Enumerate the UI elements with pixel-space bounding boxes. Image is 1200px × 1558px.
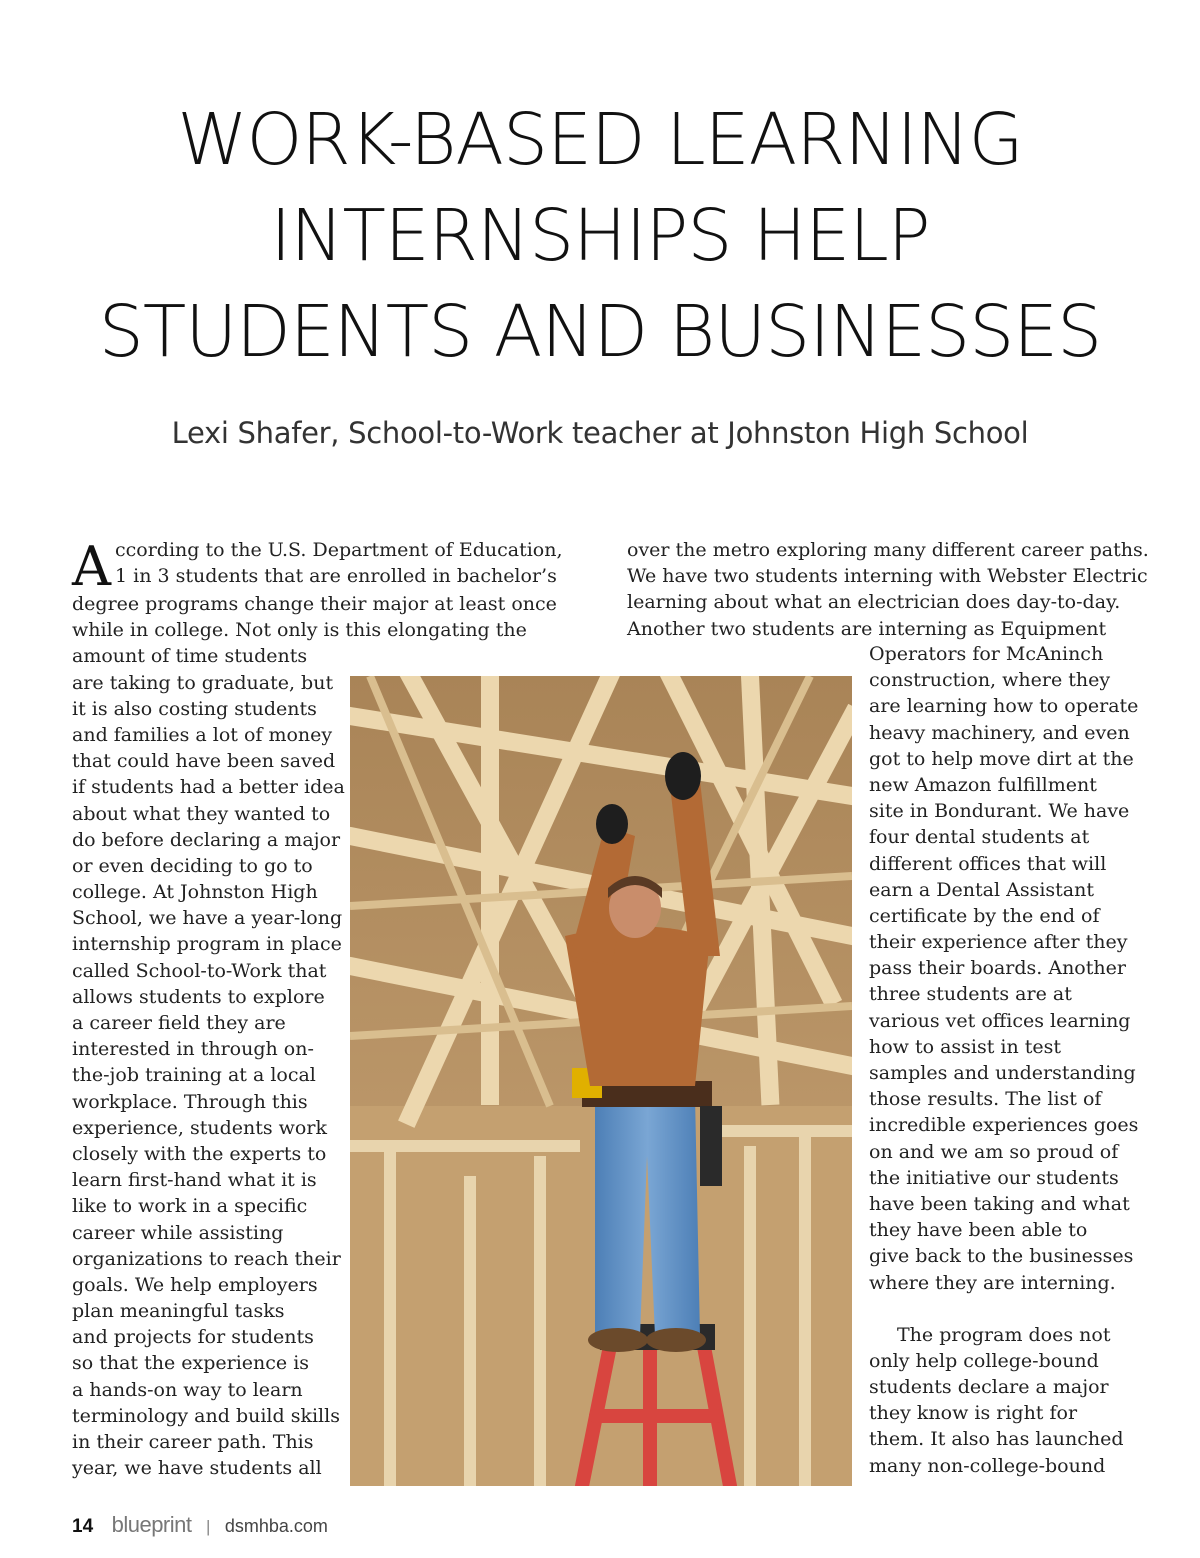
text-line: year, we have students all: [72, 1457, 322, 1480]
text-line: those results. The list of: [869, 1088, 1102, 1111]
text-line: construction, where they: [869, 669, 1111, 692]
text-line: that could have been saved: [72, 750, 336, 773]
title-line: STUDENTS AND BUSINESSES: [98, 290, 1102, 373]
text-line: Another two students are interning as Equipment: [627, 617, 1107, 640]
title-line: INTERNSHIPS HELP: [270, 194, 930, 277]
construction-photo: [350, 676, 852, 1486]
text-line: many non-college-bound: [869, 1454, 1106, 1477]
text-line: college. At Johnston High: [72, 881, 318, 904]
text-line: only help college-bound: [869, 1349, 1099, 1372]
text-line: a hands-on way to learn: [72, 1378, 303, 1401]
text-line: workplace. Through this: [72, 1090, 308, 1113]
text-line: organizations to reach their: [72, 1247, 341, 1270]
text-line: career while assisting: [72, 1221, 284, 1244]
title-line: WORK-BASED LEARNING: [177, 98, 1023, 181]
text-line: pass their boards. Another: [869, 957, 1126, 980]
website-link[interactable]: dsmhba.com: [224, 1516, 328, 1536]
text-line: amount of time students: [72, 645, 308, 668]
page-number: 14: [72, 1516, 94, 1537]
text-line: incredible experiences goes: [869, 1114, 1139, 1137]
text-line: The program does not: [897, 1323, 1111, 1346]
text-line: plan meaningful tasks: [72, 1300, 285, 1323]
publication-brand: blueprint: [111, 1512, 192, 1537]
text-line: are taking to graduate, but: [72, 671, 334, 694]
text-line: how to assist in test: [869, 1035, 1062, 1058]
text-line: We have two students interning with Webster Electric: [627, 565, 1148, 588]
text-line: Operators for McAninch: [869, 643, 1104, 665]
text-line: or even deciding to go to: [72, 854, 313, 877]
text-line: learn first-hand what it is: [72, 1169, 317, 1192]
text-line: the initiative our students: [869, 1166, 1119, 1189]
footer-separator: |: [205, 1517, 211, 1536]
text-line: so that the experience is: [72, 1352, 310, 1375]
text-line: certificate by the end of: [869, 904, 1100, 927]
text-line: them. It also has launched: [869, 1428, 1124, 1451]
drop-cap: A: [72, 535, 111, 598]
text-line: and families a lot of money: [72, 723, 333, 746]
text-line: students declare a major: [869, 1376, 1109, 1399]
text-line: allows students to explore: [72, 985, 325, 1008]
text-line: are learning how to operate: [869, 695, 1139, 718]
text-line: a career field they are: [72, 1012, 286, 1034]
text-line: closely with the experts to: [72, 1142, 327, 1165]
text-line: got to help move dirt at the: [869, 747, 1134, 770]
text-line: degree programs change their major at least once: [72, 593, 557, 615]
text-line: internship program in place: [72, 933, 342, 956]
column-right-paragraph-2: [869, 1322, 1139, 1479]
column-right-lines: [869, 641, 1139, 1296]
text-line: they know is right for: [869, 1402, 1078, 1425]
text-line: have been taking and what: [869, 1192, 1130, 1215]
text-line: in their career path. This: [72, 1431, 314, 1453]
text-line: heavy machinery, and even: [869, 721, 1130, 744]
text-line: if students had a better idea: [72, 776, 345, 799]
text-line: like to work in a specific: [72, 1195, 308, 1218]
text-line: new Amazon fulfillment: [869, 773, 1097, 796]
text-line: and projects for students: [72, 1326, 314, 1349]
text-line: terminology and build skills: [72, 1404, 340, 1427]
text-line: learning about what an electrician does day-to-day.: [627, 591, 1121, 614]
photo-illustration: [350, 676, 852, 1486]
column-right: [869, 641, 1139, 1479]
text-line: experience, students work: [72, 1116, 327, 1139]
text-line: about what they wanted to: [72, 802, 331, 825]
text-line: four dental students at: [869, 826, 1090, 849]
text-line: School, we have a year-long: [72, 907, 343, 930]
text-line: over the metro exploring many different career paths.: [627, 539, 1149, 561]
text-line: they have been able to: [869, 1219, 1088, 1242]
text-line: their experience after they: [869, 931, 1128, 954]
text-line: various vet offices learning: [869, 1009, 1131, 1032]
text-line: earn a Dental Assistant: [869, 878, 1094, 901]
byline: Lexi Shafer, School-to-Work teacher at Johnston High School: [171, 416, 1029, 450]
text-line: called School-to-Work that: [72, 959, 327, 982]
text-line: ccording to the U.S. Department of Education,: [115, 539, 563, 561]
text-line: interested in through on-: [72, 1038, 314, 1061]
text-line: different offices that will: [869, 852, 1107, 875]
text-line: 1 in 3 students that are enrolled in bachelor’s: [115, 565, 557, 588]
column-right-top: [627, 537, 1149, 642]
text-line: it is also costing students: [72, 697, 317, 720]
text-line: samples and understanding: [869, 1062, 1136, 1084]
text-line: while in college. Not only is this elongating the: [72, 619, 527, 642]
text-line: three students are at: [869, 983, 1072, 1006]
text-line: give back to the businesses: [869, 1245, 1134, 1268]
text-line: do before declaring a major: [72, 828, 341, 851]
article-title: [0, 92, 1200, 380]
paragraph-gap: [869, 1296, 1139, 1322]
text-line: on and we am so proud of: [869, 1140, 1119, 1163]
text-line: where they are interning.: [869, 1271, 1116, 1294]
page-footer: [72, 1512, 328, 1542]
text-line: site in Bondurant. We have: [869, 800, 1130, 823]
text-line: goals. We help employers: [72, 1273, 318, 1296]
text-line: the-job training at a local: [72, 1064, 316, 1087]
